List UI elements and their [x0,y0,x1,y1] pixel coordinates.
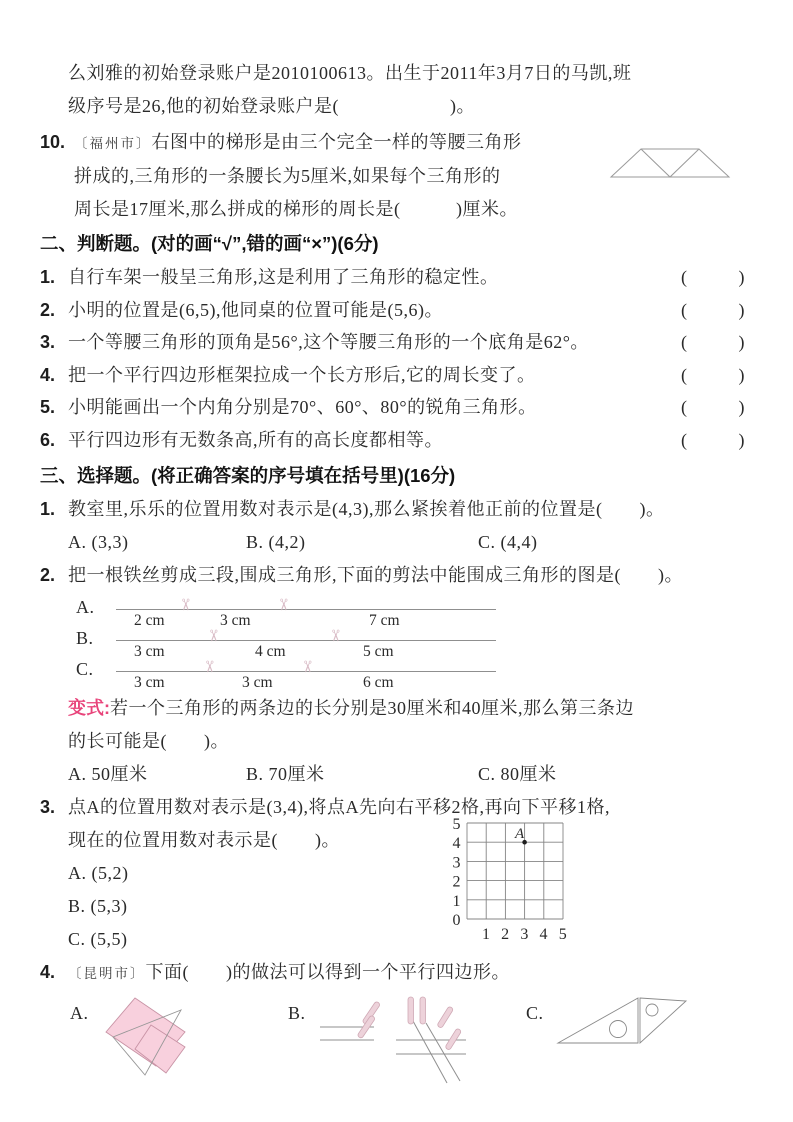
question-3-options [68,857,755,956]
drawing-parallel-lines-figure [316,993,494,1089]
question-text: 教室里,乐乐的位置用数对表示是(4,3),那么紧挨着他正前的位置是( )。 [68,499,665,519]
figure-option-b [288,993,526,1093]
svg-text:0: 0 [452,912,461,929]
variation-label: 变式: [68,698,110,718]
question-number: 3. [40,797,56,817]
svg-text:1: 1 [481,926,491,943]
paren-open: ( [681,364,688,385]
set-square-triangles-figure [554,993,694,1049]
option-a: A. (5,2) [68,863,129,883]
option-c: C. (5,5) [68,929,128,949]
question-text: 把一根铁丝剪成三段,围成三角形,下面的剪法中能围成三角形的图是( )。 [68,565,683,585]
item-number: 6. [40,429,56,450]
figure-option-c [526,993,694,1093]
trapezoid-figure [609,142,731,182]
paren-open: ( [681,397,688,417]
row-label: A. [76,597,95,617]
segment-length: 5 cm [363,643,394,660]
question-1-options [40,526,755,559]
item-text: 小明的位置是(6,5),他同桌的位置可能是(5,6)。 [68,299,443,320]
segment-length: 3 cm [242,674,273,691]
svg-text:5: 5 [452,817,461,833]
question-number: 2. [40,565,56,585]
section-3-heading: 三、选择题。(将正确答案的序号填在括号里)(16分) [40,465,456,486]
item-number: 2. [40,299,56,320]
scissors-icon: ✂ [175,598,195,612]
question-text: 下面( )的做法可以得到一个平行四边形。 [145,962,510,982]
answer-parentheses [681,391,745,424]
row-label: B. [76,628,94,648]
answer-parentheses [681,326,745,359]
segment-length: 2 cm [134,612,165,629]
question-number: 1. [40,499,56,519]
question-10 [40,126,755,226]
x-axis-labels [482,926,567,943]
trapezoid-outline [611,149,729,177]
wire-line [116,660,496,691]
pen-icons [357,997,462,1050]
figure-label: C. [526,1003,544,1023]
judgment-item [40,326,755,359]
question-number: 4. [40,962,56,982]
scissors-icon: ✂ [199,660,219,674]
wire-row-c [76,657,755,691]
trapezoid-inner-lines [641,149,699,177]
text-line: 拼成的,三角形的一条腰长为5厘米,如果每个三角形的 [74,166,501,186]
option-b: B. 70厘米 [246,764,325,784]
svg-text:4: 4 [452,835,461,853]
scissors-icon: ✂ [203,629,223,643]
svg-text:4: 4 [539,926,549,943]
segment-length: 3 cm [220,612,251,629]
overlapping-paper-strips-figure [99,993,211,1089]
segment-length: 3 cm [134,674,165,691]
option-a: A. 50厘米 [68,764,148,784]
y-axis-labels [453,817,462,929]
item-text: 一个等腰三角形的顶角是56°,这个等腰三角形的一个底角是62°。 [68,332,589,352]
answer-parentheses [681,294,745,327]
question-number: 10. [40,132,66,152]
item-number: 4. [40,364,56,385]
svg-text:2: 2 [452,873,461,891]
judgment-item [40,261,755,294]
segment-length: 4 cm [255,643,286,660]
text-line-with-blank: 的长可能是( )。 [68,731,229,751]
text-line: 么刘雅的初始登录账户是2010100613。出生于2011年3月7日的马凯,班 [68,63,632,83]
text-line-with-blank: 级序号是26,他的初始登录账户是( )。 [68,96,475,116]
svg-text:3: 3 [520,926,529,943]
ruled-lines [320,1021,466,1083]
judgment-item [40,424,755,457]
option-b: B. (4,2) [246,532,306,552]
svg-text:3: 3 [452,854,461,872]
segment-length: 7 cm [369,612,400,629]
variation-question [40,692,755,758]
choice-question-3 [40,791,755,956]
paren-open: ( [681,299,688,320]
svg-text:1: 1 [452,892,461,910]
question-text: 若一个三角形的两条边的长分别是30厘米和40厘米,那么第三条边 [110,698,634,718]
row-label: C. [76,659,94,679]
paren-close: ) [738,299,745,320]
item-number: 5. [40,397,56,417]
figure-option-a [70,993,288,1093]
question-4-figures [40,993,755,1093]
wire-row-b [76,626,755,660]
item-number: 3. [40,332,56,352]
left-triangle-ruler [558,998,638,1043]
paren-close: ) [738,267,745,287]
wire-row-a [76,595,755,629]
item-text: 平行四边形有无数条高,所有的高长度都相等。 [68,429,443,450]
scissors-icon: ✂ [297,660,317,674]
coordinate-grid-figure [435,817,595,947]
question-9-continuation [40,57,755,123]
answer-parentheses [681,424,745,457]
answer-parentheses [681,359,745,392]
figure-label: A. [70,1003,89,1023]
answer-parentheses [681,261,745,294]
scissors-icon: ✂ [273,598,293,612]
figure-label: B. [288,1003,306,1023]
choice-question-4 [40,956,755,990]
paren-close: ) [738,397,745,417]
paren-close: ) [738,364,745,385]
item-text: 小明能画出一个内角分别是70°、60°、80°的锐角三角形。 [68,397,537,417]
paren-open: ( [681,429,688,450]
paren-close: ) [738,429,745,450]
option-c: C. (4,4) [478,532,538,552]
section-2-heading: 二、判断题。(对的画“√”,错的画“×”)(6分) [40,233,379,254]
wire-line [116,598,496,629]
segment-length: 3 cm [134,643,165,660]
wire-cutting-diagram [76,595,755,691]
option-c: C. 80厘米 [478,764,557,784]
judgment-item [40,294,755,327]
svg-text:2: 2 [501,926,510,943]
text-line-with-blank: 现在的位置用数对表示是( )。 [68,830,340,850]
right-triangle-ruler [640,998,686,1043]
item-text: 把一个平行四边形框架拉成一个长方形后,它的周长变了。 [68,364,536,385]
scissors-icon: ✂ [325,629,345,643]
question-text: 右图中的梯形是由三个完全一样的等腰三角形 [151,132,522,152]
choice-question-2 [40,559,755,592]
paren-close: ) [738,332,745,352]
item-text: 自行车架一般呈三角形,这是利用了三角形的稳定性。 [68,267,499,287]
wire-line [116,629,496,660]
judgment-item [40,391,755,424]
city-tag: 〔昆明市〕 [68,966,146,981]
paren-open: ( [681,332,688,352]
judgment-item [40,359,755,392]
choice-question-1 [40,493,755,526]
item-number: 1. [40,267,56,287]
point-a-label: A [515,826,525,842]
city-tag: 〔福州市〕 [74,136,152,151]
segment-length: 6 cm [363,674,394,691]
question-text: 点A的位置用数对表示是(3,4),将点A先向右平移2格,再向下平移1格, [68,797,610,817]
text-line-with-blank: 周长是17厘米,那么拼成的梯形的周长是( )厘米。 [74,199,518,219]
paren-open: ( [681,267,688,287]
option-b: B. (5,3) [68,896,128,916]
svg-text:5: 5 [558,926,568,943]
variation-options [40,758,755,791]
option-a: A. (3,3) [68,532,129,552]
